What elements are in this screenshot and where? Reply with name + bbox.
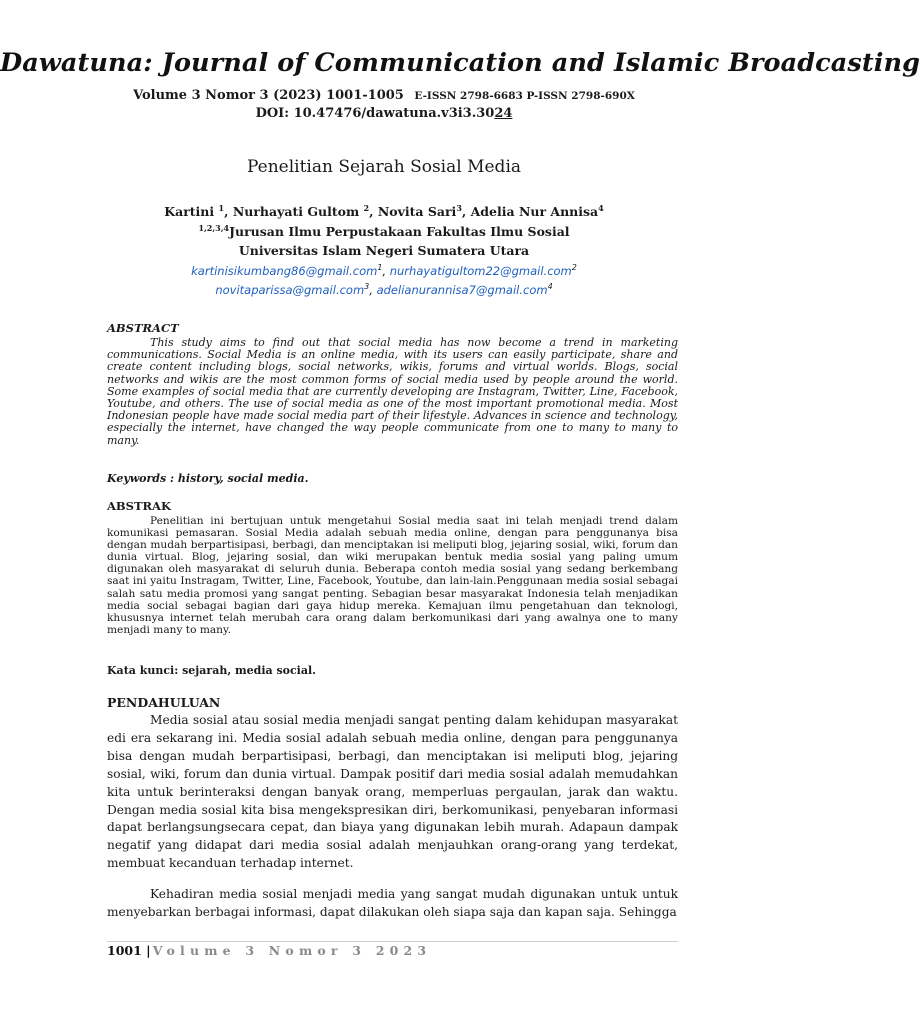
footer-volume: Volume 3 Nomor 3 2023 [152, 943, 432, 958]
doi-suffix: 24 [494, 106, 513, 121]
body-paragraph: Kehadiran media sosial menjadi media yang sangat mudah digunakan untuk untuk menyebarkan berbagai informasi, dapat dilakukan oleh siapa saja dan kapan saja. Sehingga [107, 887, 678, 919]
journal-title: Dawatuna: Journal of Communication and Islamic Broadcasting [0, 48, 920, 78]
author-name: Kartini [164, 204, 215, 219]
affiliation-university: Universitas Islam Negeri Sumatera Utara [238, 243, 530, 258]
author-sup: 4 [598, 202, 604, 213]
doi [0, 106, 768, 121]
author-sup: 2 [363, 202, 370, 213]
issn: E-ISSN 2798-6683 P-ISSN 2798-690X [414, 90, 635, 102]
keywords: Keywords : history, social media. [107, 472, 309, 485]
abstract-heading: ABSTRACT [107, 321, 179, 335]
email-link[interactable]: adelianurannisa7@gmail.com [376, 283, 548, 297]
email-sup: 1 [377, 263, 383, 273]
section-heading: PENDAHULUAN [107, 695, 221, 710]
email-sup: 2 [571, 263, 577, 273]
email-link[interactable]: kartinisikumbang86@gmail.com [191, 264, 378, 278]
author-name: Novita Sari [377, 204, 457, 219]
affiliation-sup: 1,2,3,4 [198, 222, 230, 233]
paper-title: Penelitian Sejarah Sosial Media [246, 157, 522, 177]
abstrak-heading: ABSTRAK [107, 499, 171, 513]
email-line: kartinisikumbang86@gmail.com$^1$, nurhayatigultom22@gmail.com$^2$ [191, 263, 577, 278]
kata-kunci: Kata kunci: sejarah, media social. [107, 664, 316, 677]
abstract-text: This study aims to find out that social media has now become a trend in marketing communications. Social Media is an online media, with its users can easily participate, share and create content including blogs, social networks, wikis, forums and virtual worlds. Blogs, social networks and wikis are the most common forms of social media used by people around the world. Some examples of social media that are currently developing are Instagram, Twitter, Line, Facebook, Youtube, and others. The use of social media as one of the most important promotional media. Most Indonesian people have made social media part of their lifestyle. Advances in science and technology, especially the internet, have changed the way people communicate from one to many to many to many. [107, 336, 678, 447]
email-line: novitaparissa@gmail.com$^3$, adelianurannisa7@gmail.com$^4$ [215, 282, 553, 297]
email-sup: 4 [547, 282, 553, 292]
email-sup: 3 [364, 282, 370, 292]
volume-line [0, 88, 768, 103]
author-sup: 1 [218, 202, 225, 213]
email-link[interactable]: novitaparissa@gmail.com [215, 283, 365, 297]
body-paragraph: Media sosial atau sosial media menjadi sangat penting dalam kehidupan masyarakat edi era sekarang ini. Media sosial adalah sebuah media online, dengan para penggunanya bisa dengan mudah berpartisipasi, berbagi, dan menciptakan isi meliputi blog, jejaring sosial, wiki, forum dan dunia virtual. Dampak positif dari media sosial adalah memudahkan kita untuk berinteraksi dengan banyak orang, memperluas pergaulan, jarak dan waktu. Dengan media sosial kita bisa mengekspresikan diri, berkomunikasi, penyebaran informasi dapat berlangsungsecara cepat, dan biaya yang digunakan lebih murah. Adapaun dampak negatif yang didapat dari media sosial adalah menjauhkan orang-orang yang terdekat, membuat kecanduan terhadap internet. [107, 713, 678, 871]
volume-pages: Volume 3 Nomor 3 (2023) 1001-1005 [133, 88, 404, 103]
doi-prefix: DOI: 10.47476/dawatuna.v3i3.30 [255, 106, 495, 121]
page-footer [107, 943, 431, 958]
abstrak-text: Penelitian ini bertujuan untuk mengetahui Sosial media saat ini telah menjadi trend dalam komunikasi pemasaran. Sosial Media adalah sebuah media online, dengan para penggunanya bisa dengan mudah berpartisipasi, berbagi, dan menciptakan isi meliputi blog, jejaring sosial, wiki, forum dan dunia virtual. Blog, jejaring sosial, dan wiki merupakan bentuk media sosial yang paling umum digunakan oleh masyarakat di seluruh dunia. Beberapa contoh media sosial yang sedang berkembang saat ini yaitu Instragam, Twitter, Line, Facebook, Youtube, dan lain-lain.Penggunaan media sosial sebagai salah satu media promosi yang sangat penting. Sebagian besar masyarakat Indonesia telah menjadikan media social sebagai bagian dari gaya hidup mereka. Kemajuan ilmu pengetahuan dan teknologi, khususnya internet telah merubah cara orang dalam berkomunikasi dari yang awalnya one to many menjadi many to many. [107, 515, 678, 636]
footer-divider [107, 941, 678, 942]
author-name: Adelia Nur Annisa [470, 204, 599, 219]
author-list: Kartini $^1$, Nurhayati Gultom $^2$, Novita Sari$^3$, Adelia Nur Annisa$^4$ [164, 202, 604, 219]
author-name: Nurhayati Gultom [232, 204, 360, 219]
email-link[interactable]: nurhayatigultom22@gmail.com [389, 264, 572, 278]
affiliation-text: Jurusan Ilmu Perpustakaan Fakultas Ilmu Sosial [229, 224, 570, 239]
affiliation-department [0, 224, 768, 239]
author-sup: 3 [456, 202, 462, 213]
page-number: 1001 | [107, 943, 151, 958]
